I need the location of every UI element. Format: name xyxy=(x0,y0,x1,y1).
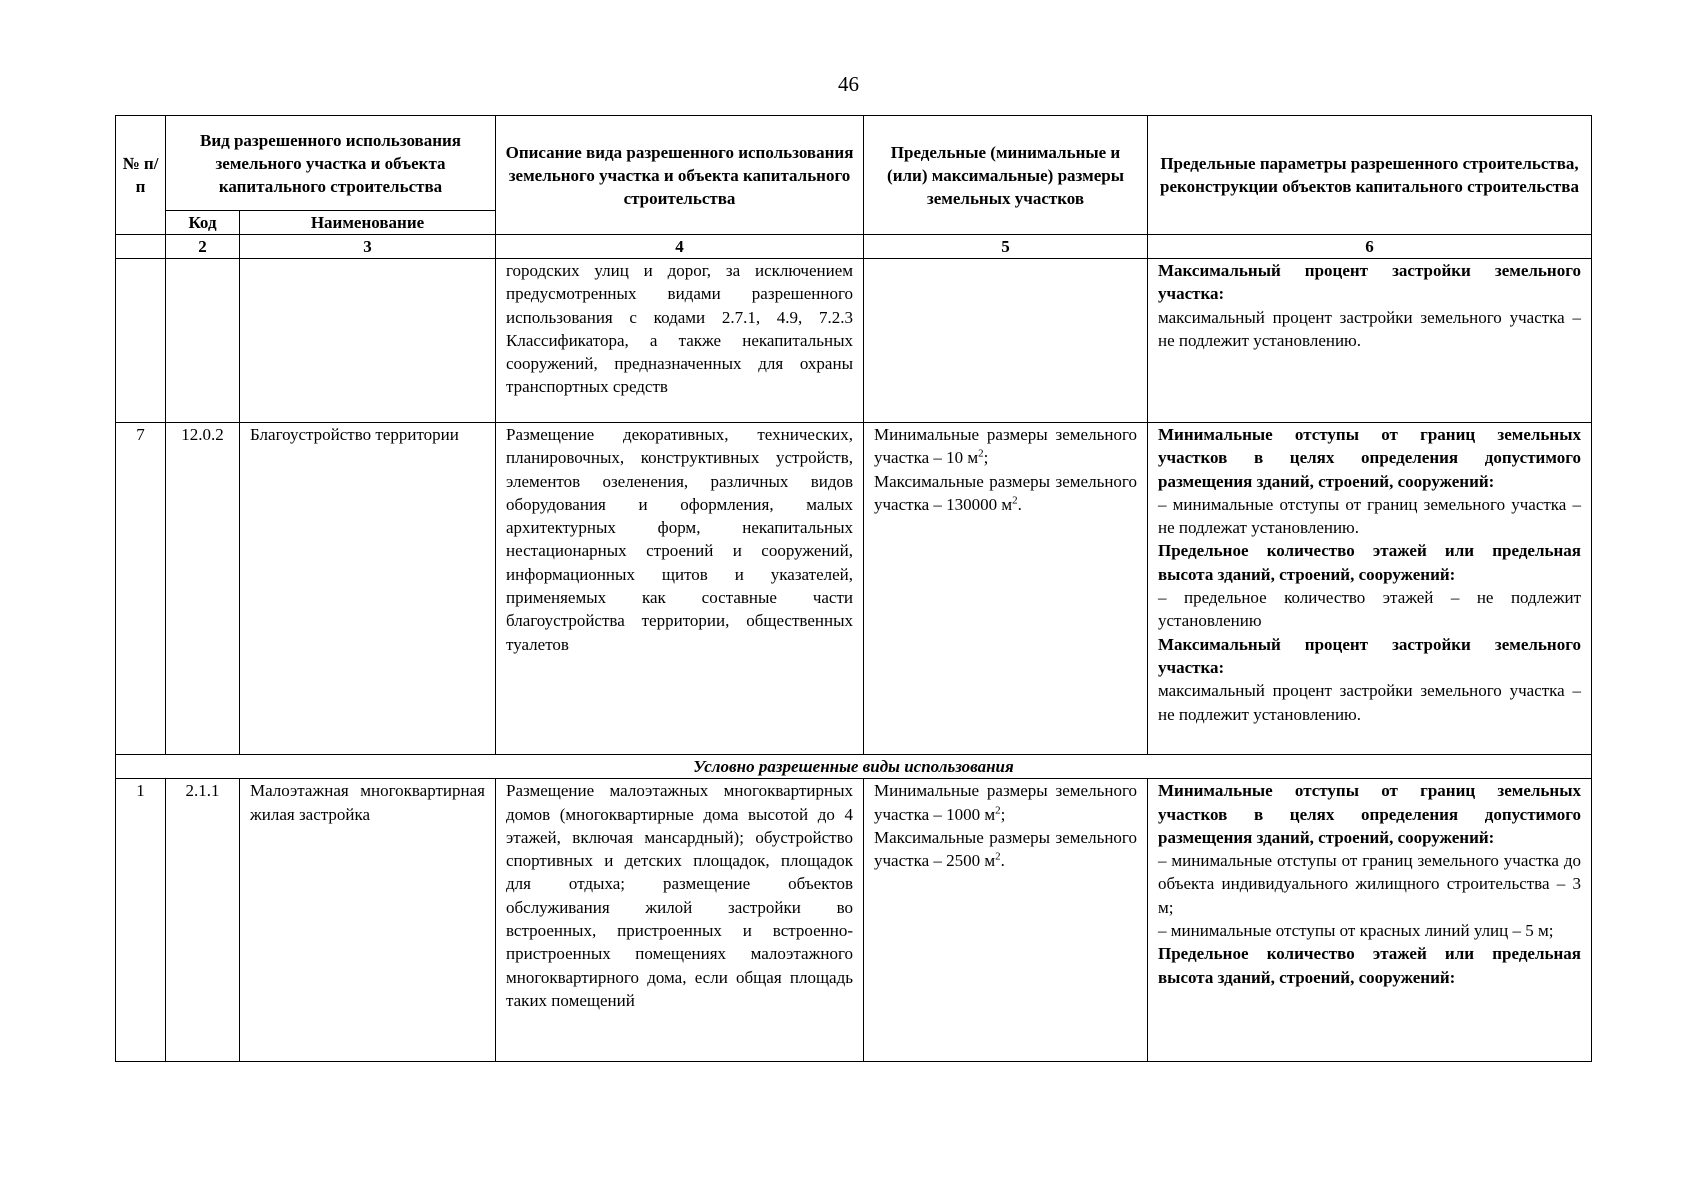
param-text: – минимальные отступы от границ земельного участка до объекта индивидуального жилищного строительства – 3 м; xyxy=(1158,851,1581,917)
param-heading: Предельное количество этажей или предельная высота зданий, строений, сооружений: xyxy=(1158,944,1581,987)
row-number: 7 xyxy=(116,423,166,755)
size-max: Максимальные размеры земельного участка – 130000 $м^2$. xyxy=(874,471,1137,514)
row-code xyxy=(166,259,240,423)
row-name: Благоустройство территории xyxy=(240,423,496,755)
page-number: 46 xyxy=(838,72,859,96)
header-description: Описание вида разрешенного использования земельного участка и объекта капитального строительства xyxy=(496,116,864,235)
size-max: Максимальные размеры земельного участка – 2500 $м^2$. xyxy=(874,827,1137,871)
header-build-params: Предельные параметры разрешенного строительства, реконструкции объектов капитального строительства xyxy=(1148,116,1592,235)
header-num-6: 6 xyxy=(1148,235,1592,259)
table-row xyxy=(116,259,1592,423)
row-code: 12.0.2 xyxy=(166,423,240,755)
header-plot-sizes: Предельные (минимальные и (или) максимальные) размеры земельных участков xyxy=(864,116,1148,235)
header-number: № п/п xyxy=(116,116,166,235)
row-code: 2.1.1 xyxy=(166,779,240,1062)
row-params xyxy=(1148,423,1592,755)
zoning-table xyxy=(115,115,1592,1062)
param-heading: Минимальные отступы от границ земельных участков в целях определения допустимого размещения зданий, строений, сооружений: xyxy=(1158,425,1581,491)
header-use-type: Вид разрешенного использования земельного участка и объекта капитального строительства xyxy=(166,116,496,211)
row-name xyxy=(240,259,496,423)
row-params xyxy=(1148,779,1592,1062)
row-sizes xyxy=(864,423,1148,755)
row-description: Размещение декоративных, технических, планировочных, конструктивных устройств, элементов озеленения, различных видов оборудования и оформления, малых архитектурных форм, некапитальных нестационарных строений и сооружений, информационных щитов и указателей, применяемых как составные части благоустройства территории, общественных туалетов xyxy=(496,423,864,755)
header-name: Наименование xyxy=(240,211,496,235)
header-num-4: 4 xyxy=(496,235,864,259)
header-num-3: 3 xyxy=(240,235,496,259)
section-row xyxy=(116,755,1592,779)
param-heading: Максимальный процент застройки земельного участка: xyxy=(1158,261,1581,304)
size-min: Минимальные размеры земельного участка – 10 $м^2$; xyxy=(874,425,1137,468)
row-name: Малоэтажная многоквартирная жилая застройка xyxy=(240,779,496,1062)
header-num-5: 5 xyxy=(864,235,1148,259)
param-text: – предельное количество этажей – не подлежит установлению xyxy=(1158,588,1581,631)
row-number xyxy=(116,259,166,423)
header-num-1 xyxy=(116,235,166,259)
param-text: максимальный процент застройки земельного участка – не подлежит установлению. xyxy=(1158,681,1581,724)
row-sizes xyxy=(864,779,1148,1062)
row-params xyxy=(1148,259,1592,423)
param-heading: Минимальные отступы от границ земельных участков в целях определения допустимого размещения зданий, строений, сооружений: xyxy=(1158,781,1581,847)
row-description: городских улиц и дорог, за исключением предусмотренных видами разрешенного использования с кодами 2.7.1, 4.9, 7.2.3 Классификатора, а также некапитальных сооружений, предназначенных для охраны транспортных средств xyxy=(496,259,864,423)
param-text: – минимальные отступы от красных линий улиц – 5 м; xyxy=(1158,921,1554,941)
table-row xyxy=(116,779,1592,1062)
table-header xyxy=(116,116,1592,259)
header-code: Код xyxy=(166,211,240,235)
param-heading: Максимальный процент застройки земельного участка: xyxy=(1158,634,1581,677)
header-num-2: 2 xyxy=(166,235,240,259)
param-heading: Предельное количество этажей или предельная высота зданий, строений, сооружений: xyxy=(1158,541,1581,584)
row-number: 1 xyxy=(116,779,166,1062)
param-text: максимальный процент застройки земельного участка – не подлежит установлению. xyxy=(1158,307,1581,350)
row-sizes xyxy=(864,259,1148,423)
table-row xyxy=(116,423,1592,755)
section-title: Условно разрешенные виды использования xyxy=(116,755,1592,779)
param-text: – минимальные отступы от границ земельного участка – не подлежат установлению. xyxy=(1158,494,1581,538)
size-min: Минимальные размеры земельного участка – 1000 $м^2$; xyxy=(874,781,1137,824)
row-description: Размещение малоэтажных многоквартирных домов (многоквартирные дома высотой до 4 этажей, включая мансардный); обустройство спортивных и детских площадок, площадок для отдыха; размещение объектов обслуживания жилой застройки во встроенных, пристроенных и встроенно-пристроенных помещениях малоэтажного многоквартирного дома, если общая площадь таких помещений xyxy=(496,779,864,1062)
